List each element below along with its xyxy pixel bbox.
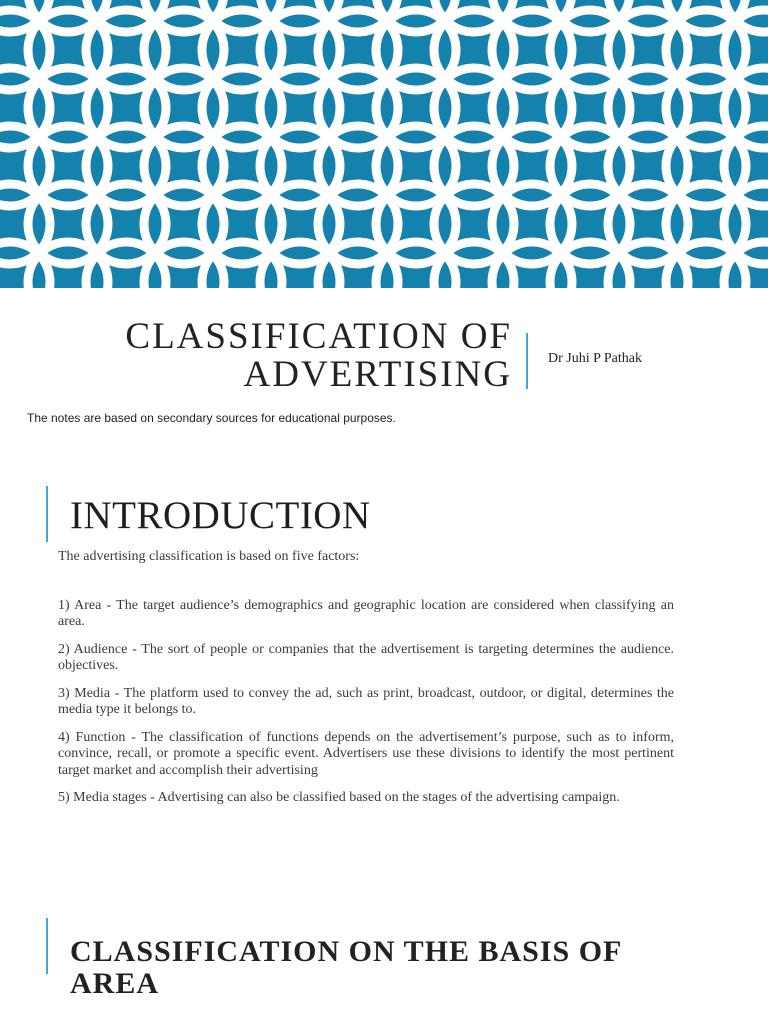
factor-item-function: 4) Function - The classification of functions depends on the advertisement’s purpose, such as to inform, convince, recall, or promote a specific event. Advertisers use these divisions to identify the most pertinent target market and accomplish their advertising — [58, 729, 674, 778]
title-line-1: CLASSIFICATION OF — [125, 316, 512, 357]
author-name: Dr Juhi P Pathak — [548, 351, 642, 366]
factor-item-audience: 2) Audience - The sort of people or companies that the advertisement is targeting determines the audience. objectives. — [58, 641, 674, 673]
ring-pattern-graphic — [0, 0, 768, 288]
introduction-heading: INTRODUCTION — [70, 494, 371, 537]
title-line-2: ADVERTISING — [243, 354, 512, 395]
factor-item-media: 3) Media - The platform used to convey the ad, such as print, broadcast, outdoor, or digital, determines the media type it belongs to. — [58, 685, 674, 717]
slide-title — [0, 318, 512, 394]
intro-lead: The advertising classification is based on five factors: — [58, 549, 360, 564]
section2-accent-bar — [46, 918, 48, 974]
factor-item-media-stages: 5) Media stages - Advertising can also be classified based on the stages of the advertising campaign. — [58, 790, 620, 805]
title-divider — [526, 333, 528, 389]
factor-item-area: 1) Area - The target audience’s demographics and geographic location are considered when classifying an area. — [58, 597, 674, 629]
source-note: The notes are based on secondary sources for educational purposes. — [27, 411, 396, 425]
intro-accent-bar — [46, 486, 48, 542]
introduction-body — [58, 549, 674, 818]
classification-area-heading: CLASSIFICATION ON THE BASIS OF AREA — [70, 935, 622, 1000]
decorative-ring-pattern — [0, 0, 768, 288]
